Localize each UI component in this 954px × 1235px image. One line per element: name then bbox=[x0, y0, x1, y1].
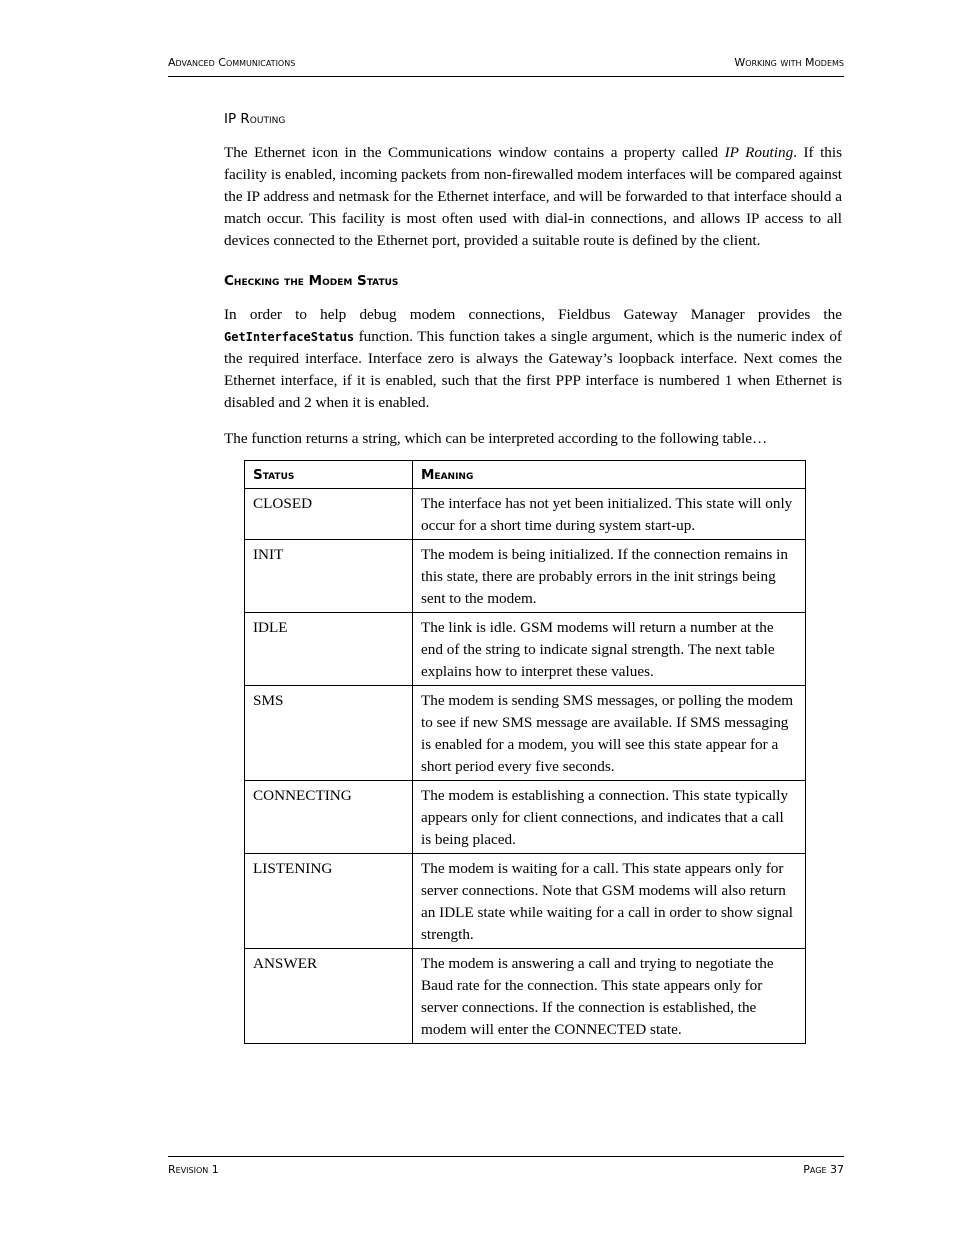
section-title-ip-routing: IP Routing bbox=[224, 111, 286, 127]
table-row bbox=[245, 489, 806, 540]
table-row bbox=[245, 686, 806, 781]
meaning-cell: The modem is waiting for a call. This state appears only for server connections. Note that GSM modems will also return an IDLE state while waiting for a call in order to show signal strength. bbox=[413, 854, 806, 949]
meaning-cell: The modem is sending SMS messages, or polling the modem to see if new SMS message are available. If SMS messaging is enabled for a modem, you will see this state appear for a short period every five seconds. bbox=[413, 686, 806, 781]
status-cell: ANSWER bbox=[245, 949, 413, 1044]
ip-routing-paragraph bbox=[224, 142, 842, 252]
table-row bbox=[245, 949, 806, 1044]
page-content bbox=[224, 108, 842, 1044]
page-header bbox=[168, 56, 844, 77]
ip-routing-text-1: The Ethernet icon in the Communications window contains a property called bbox=[224, 144, 725, 161]
ip-routing-emphasis: IP Routing bbox=[724, 144, 794, 161]
ip-routing-text-2: . If this facility is enabled, incoming packets from non-firewalled modem interfaces will be compared against the IP address and netmask for the Ethernet interface, and will be forwarded to that interface should a match occur. This facility is most often used with dial-in connections, and allows IP access to all devices connected to the Ethernet port, provided a suitable route is defined by the client. bbox=[224, 144, 843, 249]
section-title-modem-status: Checking the Modem Status bbox=[224, 273, 399, 289]
status-cell: LISTENING bbox=[245, 854, 413, 949]
modem-status-text-1: In order to help debug modem connections, Fieldbus Gateway Manager provides the bbox=[224, 306, 842, 323]
status-cell: CLOSED bbox=[245, 489, 413, 540]
meaning-cell: The modem is establishing a connection. This state typically appears only for client connections, and indicates that a call is being placed. bbox=[413, 781, 806, 854]
footer-page-number: Page 37 bbox=[803, 1163, 844, 1176]
status-cell: INIT bbox=[245, 540, 413, 613]
column-header-meaning: Meaning bbox=[413, 461, 806, 489]
status-table bbox=[244, 460, 806, 1044]
header-right: Working with Modems bbox=[734, 56, 844, 69]
table-row bbox=[245, 613, 806, 686]
column-header-status: Status bbox=[245, 461, 413, 489]
meaning-cell: The modem is answering a call and trying to negotiate the Baud rate for the connection. This state appears only for server connections. If the connection is established, the modem will enter the CONNECTED state. bbox=[413, 949, 806, 1044]
footer-revision: Revision 1 bbox=[168, 1163, 219, 1176]
meaning-cell: The interface has not yet been initialized. This state will only occur for a short time during system start-up. bbox=[413, 489, 806, 540]
status-cell: SMS bbox=[245, 686, 413, 781]
meaning-cell: The modem is being initialized. If the connection remains in this state, there are probably errors in the init strings being sent to the modem. bbox=[413, 540, 806, 613]
table-header-row bbox=[245, 461, 806, 489]
header-left: Advanced Communications bbox=[168, 56, 296, 69]
status-cell: IDLE bbox=[245, 613, 413, 686]
status-cell: CONNECTING bbox=[245, 781, 413, 854]
page-footer bbox=[168, 1156, 844, 1176]
meaning-cell: The link is idle. GSM modems will return a number at the end of the string to indicate signal strength. The next table explains how to interpret these values. bbox=[413, 613, 806, 686]
function-name-code: GetInterfaceStatus bbox=[224, 330, 355, 344]
modem-status-paragraph bbox=[224, 304, 842, 414]
modem-status-text-2: function. This function takes a single argument, which is the numeric index of the required interface. Interface zero is always the Gateway’s loopback interface. Next comes the Ethernet interface, if it is enabled, such that the first PPP interface is numbered 1 when Ethernet is disabled and 2 when it is enabled. bbox=[224, 328, 842, 411]
table-row bbox=[245, 781, 806, 854]
table-row bbox=[245, 854, 806, 949]
table-intro-paragraph: The function returns a string, which can be interpreted according to the following table… bbox=[224, 430, 768, 447]
table-row bbox=[245, 540, 806, 613]
